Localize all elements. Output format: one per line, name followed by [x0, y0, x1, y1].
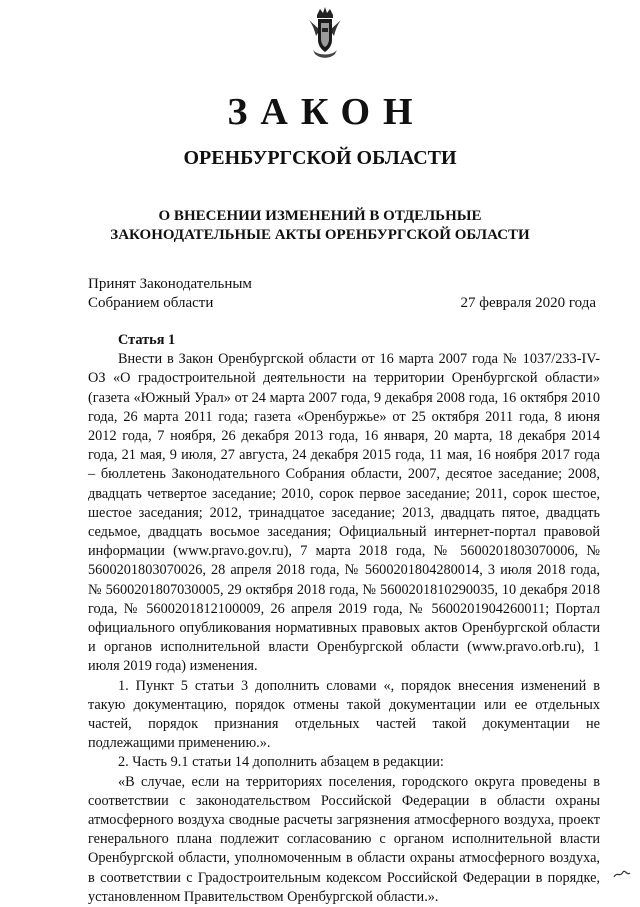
adopted-by: Принят Законодательным Собранием области [88, 276, 252, 311]
document-name-line-2: ЗАКОНОДАТЕЛЬНЫЕ АКТЫ ОРЕНБУРГСКОЙ ОБЛАСТИ [110, 227, 530, 243]
article-heading: Статья 1 [118, 332, 176, 348]
handwritten-mark [612, 868, 632, 880]
coat-of-arms-icon [306, 6, 344, 60]
article-paragraph: 1. Пункт 5 статьи 3 дополнить словами «, порядок внесения изменений в такую документацию, порядок отмены такой документации или ее отдельных частей, порядок признания отдельных частей такой документации не подлежащими применению.». [88, 677, 600, 752]
region-subtitle: ОРЕНБУРГСКОЙ ОБЛАСТИ [183, 147, 457, 169]
article-paragraph: 2. Часть 9.1 статьи 14 дополнить абзацем в редакции: [118, 754, 444, 771]
article-body [88, 331, 600, 907]
document-name-line-1: О ВНЕСЕНИИ ИЗМЕНЕНИЙ В ОТДЕЛЬНЫЕ [158, 208, 482, 224]
document-name [0, 207, 640, 245]
adoption-date: 27 февраля 2020 года [460, 295, 596, 311]
article-paragraph: Внести в Закон Оренбургской области от 16 марта 2007 года № 1037/233-IV-ОЗ «О градостроительной деятельности на территории Оренбургской области» (газета «Южный Урал» от 24 марта 2007 года, 9 декабря 2008 года, 16 октября 2010 года, 26 марта 2011 года; газета «Оренбуржье» от 25 октября 2011 года, 8 июня 2012 года, 7 ноября, 26 декабря 2013 года, 16 января, 20 марта, 18 декабря 2014 года, 21 мая, 9 июля, 27 августа, 24 декабря 2015 года, 11 мая, 16 ноября 2017 года – бюллетень Законодательного Собрания области, 2007, десятое заседание; 2008, двадцать четвертое заседание; 2010, сорок первое заседание; 2011, сорок шестое, шестое заседания; 2012, тринадцатое заседание; 2013, двадцать пятое, двадцать седьмое, двадцать восьмое заседания; Официальный интернет-портал правовой информации (www.pravo.gov.ru), 7 марта 2018 года, № 5600201803070006, № 5600201803070026, 28 апреля 2018 года, № 5600201804280014, 3 июля 2018 года, № 5600201807030005, 29 октября 2018 года, № 5600201810290035, 10 декабря 2018 года, № 5600201812100009, 26 апреля 2019 года, № 5600201904260011; Портал официального опубликования нормативных правовых актов Оренбургской области и органов исполнительной власти Оренбургской области (www.pravo.orb.ru), 1 июля 2019 года) изменения. [88, 351, 600, 675]
law-title: ЗАКОН [227, 91, 426, 133]
article-paragraph: «В случае, если на территориях поселения, городского округа проведены в соответствии с законодательством Российской Федерации в области охраны атмосферного воздуха сводные расчеты загрязнения атмосферного воздуха, проект генерального плана подлежит согласованию с органом исполнительной власти Оренбургской области, уполномоченным в области охраны атмосферного воздуха, в соответствии с Градостроительным кодексом Российской Федерации в порядке, установленном Правительством Оренбургской области.». [88, 773, 600, 905]
